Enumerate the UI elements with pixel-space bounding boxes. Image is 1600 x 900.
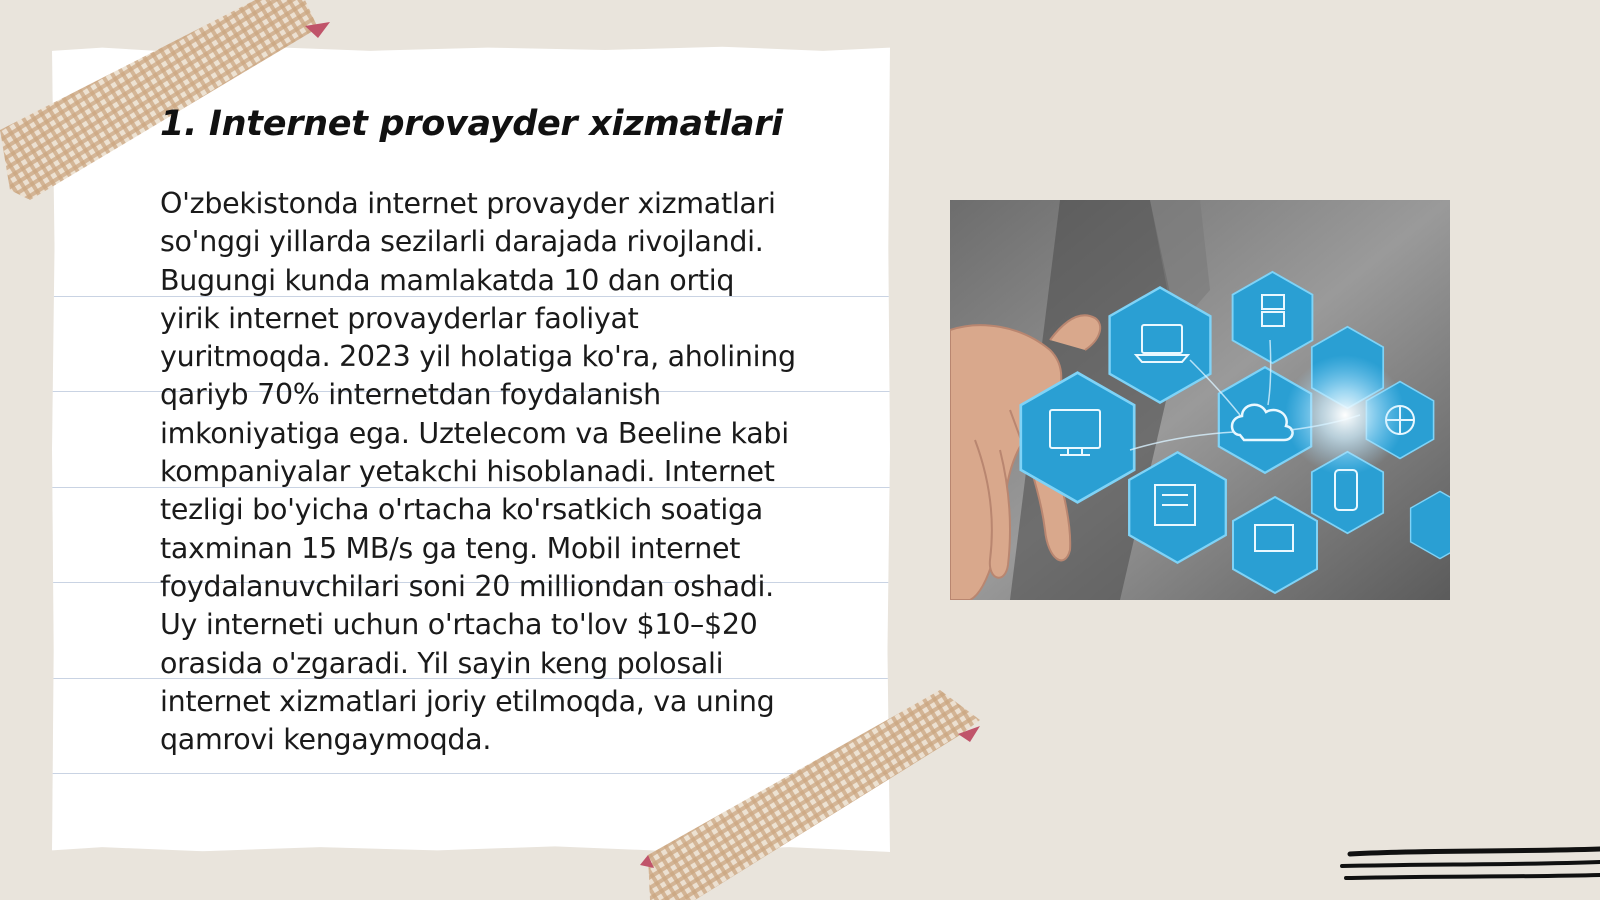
network-photo <box>950 200 1450 600</box>
body-line: foydalanuvchilari soni 20 milliondan oshadi. <box>160 569 774 603</box>
body-line: yuritmoqda. 2023 yil holatiga ko'ra, aholining <box>160 340 796 374</box>
body-line: imkoniyatiga ega. Uztelecom va Beeline kabi <box>160 416 789 450</box>
body-line: Uy interneti uchun o'rtacha to'lov $10–$20 <box>160 608 758 642</box>
page-title: 1. Internet provayder xizmatlari <box>160 104 783 144</box>
body-line: O'zbekistonda internet provayder xizmatlari <box>160 187 776 220</box>
body-line: taxminan 15 MB/s ga teng. Mobil internet <box>160 531 741 565</box>
body-line: qariyb 70% internetdan foydalanish <box>160 378 661 412</box>
body-line: so'nggi yillarda sezilarli darajada rivojlandi. <box>160 225 764 259</box>
body-line: qamrovi kengaymoqda. <box>160 723 492 757</box>
body-paragraph <box>160 185 860 759</box>
body-line: kompaniyalar yetakchi hisoblanadi. Internet <box>160 455 775 489</box>
body-line: orasida o'zgaradi. Yil sayin keng polosali <box>160 646 724 680</box>
body-line: internet xizmatlari joriy etilmoqda, va uning <box>160 684 775 718</box>
marker-strokes <box>1340 840 1600 890</box>
body-line: tezligi bo'yicha o'rtacha ko'rsatkich soatiga <box>160 493 763 527</box>
body-line: Bugungi kunda mamlakatda 10 dan ortiq <box>160 263 735 297</box>
body-line: yirik internet provayderlar faoliyat <box>160 301 639 335</box>
tape-bottom <box>640 690 990 900</box>
